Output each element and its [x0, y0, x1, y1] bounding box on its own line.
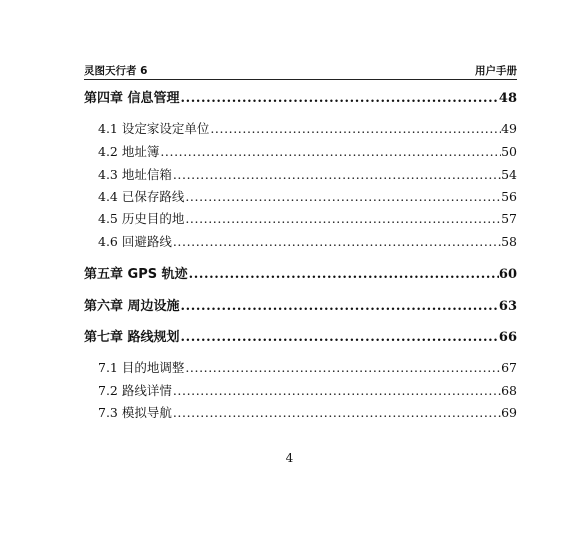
toc-entry-page: 69: [501, 405, 517, 420]
toc-dot-leader: [172, 405, 501, 420]
toc-entry-title: 第七章 路线规划: [84, 330, 180, 345]
toc-section-7-3[interactable]: [98, 403, 517, 421]
toc-entry-title: 第六章 周边设施: [84, 299, 180, 314]
toc-dot-leader: [209, 121, 501, 136]
toc-dot-leader: [184, 211, 501, 226]
toc-entry-title: 4.5 历史目的地: [98, 211, 185, 226]
toc-entry-page: 58: [501, 234, 517, 249]
toc-entry-page: 56: [501, 189, 517, 204]
toc-section-4-2[interactable]: [98, 142, 517, 160]
toc-entry-title: 4.1 设定家设定单位: [98, 121, 210, 136]
page-header: [84, 63, 517, 80]
toc-entry-title: 4.3 地址信箱: [98, 167, 172, 182]
toc-dot-leader: [159, 144, 501, 159]
toc-section-7-2[interactable]: [98, 381, 517, 399]
toc-dot-leader: [188, 267, 499, 282]
toc-entry-title: 4.6 回避路线: [98, 234, 172, 249]
toc-entry-page: 49: [501, 121, 517, 136]
toc-entry-page: 63: [498, 299, 517, 314]
toc-entry-page: 50: [501, 144, 517, 159]
toc-dot-leader: [180, 330, 499, 345]
toc-section-4-1[interactable]: [98, 119, 517, 137]
toc-dot-leader: [184, 189, 501, 204]
toc-entry-page: 57: [501, 211, 517, 226]
toc-entry-title: 4.4 已保存路线: [98, 189, 185, 204]
toc-section-4-3[interactable]: [98, 165, 517, 183]
toc-dot-leader: [172, 234, 501, 249]
toc-entry-title: 7.1 目的地调整: [98, 360, 185, 375]
toc-chapter-4[interactable]: [84, 87, 517, 106]
header-manual-label: 用户手册: [475, 65, 517, 77]
toc-dot-leader: [184, 360, 501, 375]
toc-chapter-5[interactable]: [84, 263, 517, 282]
header-title: 灵图天行者 6: [84, 65, 148, 77]
toc-entry-title: 第四章 信息管理: [84, 91, 180, 106]
toc-entry-title: 7.3 模拟导航: [98, 405, 172, 420]
toc-entry-title: 4.2 地址簿: [98, 144, 160, 159]
toc-entry-title: 第五章 GPS 轨迹: [84, 267, 188, 282]
toc-entry-title: 7.2 路线详情: [98, 383, 172, 398]
toc-section-4-6[interactable]: [98, 232, 517, 250]
toc-entry-page: 67: [501, 360, 517, 375]
toc-dot-leader: [172, 167, 501, 182]
toc-dot-leader: [180, 299, 499, 314]
toc-section-4-5[interactable]: [98, 209, 517, 227]
toc-section-4-4[interactable]: [98, 187, 517, 205]
toc-entry-page: 54: [501, 167, 517, 182]
toc-entry-page: 48: [498, 91, 517, 106]
toc-chapter-6[interactable]: [84, 295, 517, 314]
toc-dot-leader: [172, 383, 501, 398]
toc-entry-page: 68: [501, 383, 517, 398]
toc-entry-page: 66: [498, 330, 517, 345]
page-number: 4: [285, 451, 294, 465]
toc-section-7-1[interactable]: [98, 358, 517, 376]
toc-entry-page: 60: [498, 267, 517, 282]
toc-dot-leader: [180, 91, 499, 106]
toc-chapter-7[interactable]: [84, 326, 517, 345]
